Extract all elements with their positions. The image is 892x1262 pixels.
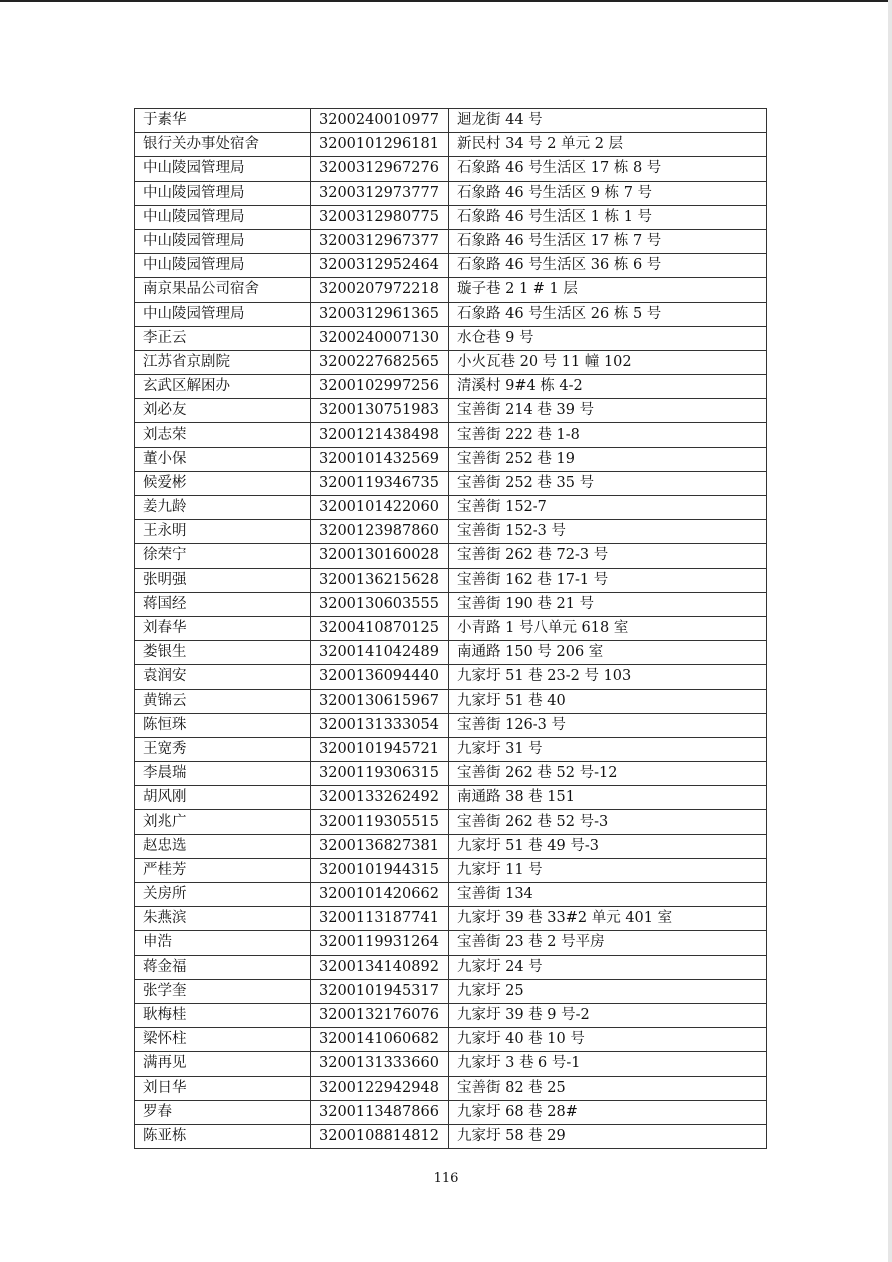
cell-name: 中山陵园管理局 (135, 302, 311, 326)
cell-account-number: 3200136094440 (311, 665, 449, 689)
cell-account-number: 3200312952464 (311, 254, 449, 278)
cell-name: 黄锦云 (135, 689, 311, 713)
table-row (135, 375, 767, 399)
cell-name: 中山陵园管理局 (135, 229, 311, 253)
cell-address: 宝善街 152-3 号 (449, 520, 767, 544)
cell-address: 九家圩 51 巷 23-2 号 103 (449, 665, 767, 689)
cell-name: 赵忠选 (135, 834, 311, 858)
cell-name: 刘春华 (135, 616, 311, 640)
table-row (135, 665, 767, 689)
cell-name: 蒋金福 (135, 955, 311, 979)
cell-account-number: 3200130615967 (311, 689, 449, 713)
cell-address: 石象路 46 号生活区 26 栋 5 号 (449, 302, 767, 326)
cell-address: 石象路 46 号生活区 1 栋 1 号 (449, 205, 767, 229)
table-row (135, 205, 767, 229)
cell-name: 陈亚栋 (135, 1124, 311, 1148)
cell-name: 关房所 (135, 883, 311, 907)
table-row (135, 181, 767, 205)
table-row (135, 496, 767, 520)
cell-account-number: 3200130603555 (311, 592, 449, 616)
cell-address: 水仓巷 9 号 (449, 326, 767, 350)
cell-account-number: 3200101296181 (311, 133, 449, 157)
cell-address: 宝善街 252 巷 19 (449, 447, 767, 471)
cell-account-number: 3200312980775 (311, 205, 449, 229)
cell-account-number: 3200133262492 (311, 786, 449, 810)
table-row (135, 157, 767, 181)
cell-address: 宝善街 134 (449, 883, 767, 907)
cell-name: 梁怀柱 (135, 1028, 311, 1052)
cell-name: 姜九龄 (135, 496, 311, 520)
cell-address: 清溪村 9#4 栋 4-2 (449, 375, 767, 399)
cell-account-number: 3200102997256 (311, 375, 449, 399)
records-table (134, 108, 767, 1149)
table-row (135, 1028, 767, 1052)
table-row (135, 907, 767, 931)
cell-address: 宝善街 152-7 (449, 496, 767, 520)
cell-address: 九家圩 58 巷 29 (449, 1124, 767, 1148)
cell-account-number: 3200240010977 (311, 109, 449, 133)
cell-account-number: 3200134140892 (311, 955, 449, 979)
cell-name: 刘日华 (135, 1076, 311, 1100)
cell-account-number: 3200122942948 (311, 1076, 449, 1100)
cell-address: 宝善街 162 巷 17-1 号 (449, 568, 767, 592)
cell-address: 九家圩 68 巷 28# (449, 1100, 767, 1124)
cell-account-number: 3200101945317 (311, 979, 449, 1003)
table-row (135, 786, 767, 810)
table-row (135, 955, 767, 979)
cell-name: 严桂芳 (135, 858, 311, 882)
cell-name: 满再见 (135, 1052, 311, 1076)
cell-name: 胡风刚 (135, 786, 311, 810)
cell-address: 宝善街 190 巷 21 号 (449, 592, 767, 616)
table-row (135, 229, 767, 253)
cell-account-number: 3200130160028 (311, 544, 449, 568)
table-row (135, 713, 767, 737)
cell-address: 宝善街 214 巷 39 号 (449, 399, 767, 423)
table-row (135, 1124, 767, 1148)
cell-address: 九家圩 25 (449, 979, 767, 1003)
cell-address: 宝善街 222 巷 1-8 (449, 423, 767, 447)
cell-address: 九家圩 31 号 (449, 737, 767, 761)
cell-account-number: 3200130751983 (311, 399, 449, 423)
cell-name: 中山陵园管理局 (135, 181, 311, 205)
table-row (135, 810, 767, 834)
top-border-line (0, 0, 892, 2)
cell-address: 九家圩 39 巷 33#2 单元 401 室 (449, 907, 767, 931)
records-table-body (135, 109, 767, 1149)
cell-account-number: 3200207972218 (311, 278, 449, 302)
table-row (135, 544, 767, 568)
cell-account-number: 3200227682565 (311, 350, 449, 374)
cell-name: 候爱彬 (135, 471, 311, 495)
cell-account-number: 3200101420662 (311, 883, 449, 907)
cell-name: 娄银生 (135, 641, 311, 665)
cell-name: 于素华 (135, 109, 311, 133)
cell-account-number: 3200131333054 (311, 713, 449, 737)
cell-address: 璇子巷 2 1 # 1 层 (449, 278, 767, 302)
cell-account-number: 3200131333660 (311, 1052, 449, 1076)
cell-address: 小火瓦巷 20 号 11 幢 102 (449, 350, 767, 374)
table-row (135, 979, 767, 1003)
cell-account-number: 3200123987860 (311, 520, 449, 544)
table-row (135, 447, 767, 471)
table-row (135, 133, 767, 157)
cell-address: 宝善街 23 巷 2 号平房 (449, 931, 767, 955)
cell-address: 九家圩 39 巷 9 号-2 (449, 1003, 767, 1027)
table-row (135, 278, 767, 302)
cell-account-number: 3200410870125 (311, 616, 449, 640)
table-row (135, 883, 767, 907)
cell-address: 新民村 34 号 2 单元 2 层 (449, 133, 767, 157)
cell-account-number: 3200113487866 (311, 1100, 449, 1124)
cell-account-number: 3200101944315 (311, 858, 449, 882)
table-row (135, 1052, 767, 1076)
table-row (135, 423, 767, 447)
cell-name: 申浩 (135, 931, 311, 955)
cell-name: 张学奎 (135, 979, 311, 1003)
cell-account-number: 3200312967276 (311, 157, 449, 181)
cell-name: 刘志荣 (135, 423, 311, 447)
table-row (135, 858, 767, 882)
cell-account-number: 3200101432569 (311, 447, 449, 471)
cell-address: 石象路 46 号生活区 17 栋 7 号 (449, 229, 767, 253)
cell-name: 中山陵园管理局 (135, 157, 311, 181)
cell-account-number: 3200101422060 (311, 496, 449, 520)
cell-account-number: 3200119305515 (311, 810, 449, 834)
cell-account-number: 3200119346735 (311, 471, 449, 495)
cell-account-number: 3200312973777 (311, 181, 449, 205)
cell-name: 银行关办事处宿舍 (135, 133, 311, 157)
cell-address: 宝善街 262 巷 52 号-3 (449, 810, 767, 834)
table-row (135, 520, 767, 544)
cell-name: 朱燕滨 (135, 907, 311, 931)
cell-account-number: 3200108814812 (311, 1124, 449, 1148)
cell-address: 宝善街 82 巷 25 (449, 1076, 767, 1100)
cell-name: 徐荣宁 (135, 544, 311, 568)
table-row (135, 1003, 767, 1027)
table-row (135, 1100, 767, 1124)
cell-account-number: 3200312967377 (311, 229, 449, 253)
cell-name: 玄武区解困办 (135, 375, 311, 399)
cell-name: 李晨瑞 (135, 762, 311, 786)
cell-name: 袁润安 (135, 665, 311, 689)
cell-address: 九家圩 40 巷 10 号 (449, 1028, 767, 1052)
cell-account-number: 3200136827381 (311, 834, 449, 858)
cell-name: 刘必友 (135, 399, 311, 423)
cell-address: 九家圩 24 号 (449, 955, 767, 979)
table-row (135, 109, 767, 133)
cell-address: 九家圩 51 巷 49 号-3 (449, 834, 767, 858)
page-edge-shadow (888, 0, 892, 1262)
cell-name: 王宽秀 (135, 737, 311, 761)
table-row (135, 592, 767, 616)
cell-account-number: 3200240007130 (311, 326, 449, 350)
cell-address: 宝善街 262 巷 72-3 号 (449, 544, 767, 568)
cell-name: 中山陵园管理局 (135, 254, 311, 278)
cell-name: 蒋国经 (135, 592, 311, 616)
cell-account-number: 3200121438498 (311, 423, 449, 447)
cell-account-number: 3200119306315 (311, 762, 449, 786)
table-row (135, 350, 767, 374)
cell-name: 陈恒珠 (135, 713, 311, 737)
cell-account-number: 3200141042489 (311, 641, 449, 665)
table-row (135, 254, 767, 278)
table-row (135, 737, 767, 761)
cell-address: 小青路 1 号八单元 618 室 (449, 616, 767, 640)
table-row (135, 641, 767, 665)
cell-account-number: 3200136215628 (311, 568, 449, 592)
table-row (135, 834, 767, 858)
cell-address: 南通路 150 号 206 室 (449, 641, 767, 665)
cell-account-number: 3200141060682 (311, 1028, 449, 1052)
table-row (135, 471, 767, 495)
cell-address: 石象路 46 号生活区 36 栋 6 号 (449, 254, 767, 278)
table-row (135, 326, 767, 350)
cell-account-number: 3200101945721 (311, 737, 449, 761)
cell-address: 迴龙街 44 号 (449, 109, 767, 133)
cell-address: 九家圩 51 巷 40 (449, 689, 767, 713)
table-row (135, 931, 767, 955)
cell-address: 宝善街 262 巷 52 号-12 (449, 762, 767, 786)
table-row (135, 1076, 767, 1100)
table-row (135, 302, 767, 326)
cell-address: 南通路 38 巷 151 (449, 786, 767, 810)
cell-name: 张明强 (135, 568, 311, 592)
cell-name: 李正云 (135, 326, 311, 350)
cell-address: 宝善街 126-3 号 (449, 713, 767, 737)
cell-address: 石象路 46 号生活区 17 栋 8 号 (449, 157, 767, 181)
cell-account-number: 3200119931264 (311, 931, 449, 955)
cell-address: 九家圩 3 巷 6 号-1 (449, 1052, 767, 1076)
table-row (135, 399, 767, 423)
table-row (135, 568, 767, 592)
cell-name: 董小保 (135, 447, 311, 471)
page-number: 116 (433, 1171, 459, 1186)
cell-name: 刘兆广 (135, 810, 311, 834)
cell-address: 宝善街 252 巷 35 号 (449, 471, 767, 495)
cell-name: 南京果品公司宿舍 (135, 278, 311, 302)
table-row (135, 616, 767, 640)
cell-address: 九家圩 11 号 (449, 858, 767, 882)
table-row (135, 762, 767, 786)
cell-account-number: 3200132176076 (311, 1003, 449, 1027)
cell-name: 耿梅桂 (135, 1003, 311, 1027)
cell-name: 罗春 (135, 1100, 311, 1124)
cell-account-number: 3200312961365 (311, 302, 449, 326)
cell-account-number: 3200113187741 (311, 907, 449, 931)
cell-name: 中山陵园管理局 (135, 205, 311, 229)
cell-address: 石象路 46 号生活区 9 栋 7 号 (449, 181, 767, 205)
table-row (135, 689, 767, 713)
cell-name: 王永明 (135, 520, 311, 544)
cell-name: 江苏省京剧院 (135, 350, 311, 374)
